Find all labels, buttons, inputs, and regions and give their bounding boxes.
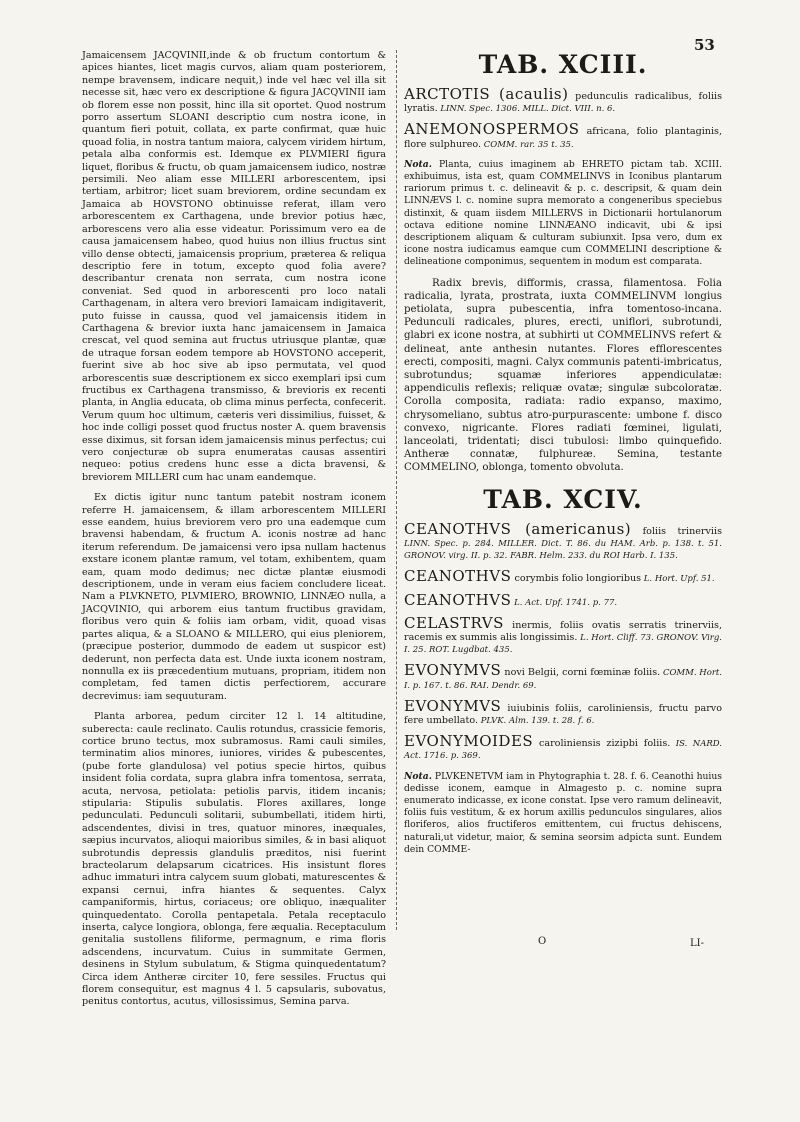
nota-xciii — [404, 159, 722, 269]
description-xciii: Radix brevis, difformis, crassa, filamentosa. Folia radicalia, lyrata, prostrata, iuxta COMMELINVM longius petiolata, supra pubescentia, infra tomentoso-incana. Pedunculi radicales, plures, erecti, uniflori, subrotundi, glabri ex icone nostra, at subhirti ut COMMELINVS refert & delineat, ante anthesin nutantes. Flores efflorescentes erecti, compositi, magni. Calyx communis patenti-imbricatus, subrotundus; squamæ inferiores appendiculatæ: appendiculis reflexis; reliquæ ovatæ; singulæ subcoloratæ. Corolla composita, radiata: radio expanso, maximo, chrysomeliano, subtus atro-purpurascente: umbone f. disco convexo, nigricante. Flores radiati fœminei, ligulati, lanceolati, tridentati; disci tubulosi: limbo quinquefido. Antheræ connatæ, fulphureæ. Semina, testante COMMELINO, oblonga, tomento obvoluta. — [404, 277, 722, 474]
entry-anemonospermos — [404, 120, 722, 150]
left-paragraph-3: Planta arborea, pedum circiter 12 l. 14 altitudine, suberecta: caule reclinato. Caulis rotundus, crassicie femoris, cortice bruno tectus, mox subramosus. Rami cauli similes, terminatim alios minores, iuniores, virides & pubescentes, (pube forte glandulosa) vel potius specie hirtos, quibus insident folia cordata, supra glabra infra tomentosa, serrata, acuta, nervosa, petiolata: petiolis parvis, itidem incanis; stipularia: Stipulis subulatis. Flores axillares, longe pedunculati. Pedunculi solitarii, subumbellati, itidem hirti, adscendentes, divisi in tres, quatuor minores, inæquales, sæpius incurvatos, alioqui maioribus similes, & in basi aliquot subrotundis depressis glandulis præditos, nisi fuerint bracteolarum delapsarum cicatrices. His insistunt flores adhuc immaturi intra calycem suum globati, maturescentes & expansi cernui, infra hiantes & sequentes. Calyx campaniformis, hirtus, coriaceus; ore obliquo, inæqualiter quinquedentato. Corolla pentapetala. Petala receptaculo inserta, calyce longiora, oblonga, fere æqualia. Receptaculum genitalia sustollens filiforme, permagnum, e rima floris adscendens, incurvatum. Cuius in summitate Germen, desinens in Stylum subulatum, & Stigma quinquedentatum? Circa idem Antheræ circiter 10, fere sessiles. Fructus qui florem consequitur, est magnus 4 l. 5 capsularis, subovatus, penitus contortus, acutus, villosissimus, Semina parva. — [82, 711, 386, 1008]
left-paragraph-2: Ex dictis igitur nunc tantum patebit nostram iconem referre H. jamaicensem, & illam arborescentem MILLERI esse eandem, huius breviorem vero pro una eademque cum bravensi habendam, & fructum A. iconis nostræ ad hanc iterum referendum. De jamaicensi vero ipsa nullam hactenus exstare iconem plantæ ramum, vel totam, exhibentem, quam eam, quam modo dedimus; nec dictæ plantæ eiusmodi descriptionem, unde in veram eius faciem concludere liceat. Nam a PLVKNETO, PLVMIERO, BROWNIO, LINNÆO nulla, a JACQVINIO, qui arborem eius tantum fructibus gravidam, floribus vero quin & foliis iam orbam, vidit, quoad visas partes aliqua, & a SLOANO & MILLERO, qui eius pleniorem, (præcipue posterior, dummodo de eadem ut suspicor est) dederunt, non perfecta data est. Unde iuxta iconem nostram, nonnulla ex iis præcedentium mutuans, propriam, itidem non completam, fed tamen dictis perfectiorem, accurare decrevimus: iam sequuturam. — [82, 492, 386, 702]
entry-name: EVONYMOIDES — [404, 732, 534, 751]
entry-evonymus-iuiubinis — [404, 696, 722, 727]
entry-text: foliis trinerviis — [631, 525, 722, 537]
entry-ref: IS. NARD. Act. 1716. p. 369. — [404, 739, 722, 762]
entry-ref: COMM. rar. 35 t. 35. — [481, 139, 574, 150]
entry-evonymoides — [404, 732, 722, 762]
entry-arctotis — [404, 85, 723, 115]
column-divider — [396, 50, 397, 930]
left-paragraph-1: Jamaicensem JACQVINII,inde & ob fructum contortum & apices hiantes, licet magis curvos, aliam quam posteriorem, nempe bravensem, indicare nequit,) inde vel hæc vel illa sit necesse sit, hæc vero ex descriptione & figura JACQVINII iam ob florem esse non possit, hinc illa sit oportet. Quod nostrum porro assertum SLOANI descriptio cum nostra icone, in quantum fieri potuit, collata, ex parte confirmat, quæ huic quoad folia, in nostra tantum maiora, calycem viridem hirtum, petala alba conformis est. Idemque ex PLVMIERI figura liquet, floribus & fructu, ob quam jamaicensem iudico, nostræ persimili. Neo aliam esse MILLERI arborescentem, ipsi tertiam, arbitror; licet suam breviorem, ordine secundam ex Jamaica ab HOVSTONO obtinuisse referat, illam vero arborescentem ex Carthagena, unde brevior potius hæc, arborescens vero alia esse videatur. Porissimum vero ea de causa jamaicensem habeo, quod huius non illius fructus sint villo dense obtecti, jamaicensis proprium, præterea & reliqua descriptio fere in totum, excepto quod folia avere? describantur crenata non serrata, cum nostra icone conveniat. Sed quod in arborescenti pro loco natali Carthagenam, in altera vero breviori Iamaicam indigitaverit, puto fuisse in caussa, quod vel jamaicensis itidem in Carthagena & brevior iuxta hanc jamaicensem in Jamaica crescat, vel quod semina aut fructus utriusque plantæ, quæ de utraque forsan eodem tempore ab HOVSTONO acceperit, fuerint sive ab hoc sive ab ipso permutata, vel quod arborescentis suæ descriptionem ex sicco exemplari ipsi cum fructibus ex Carthagena transmisso, & brevioris ex recenti planta, in Anglia educata, ob clima minus perfecta, confecerit. Verum quum hoc ultimum, cæteris veri dissimilius, fuisset, & hoc inde colligi posset quod fructus noster A. quem bravensis esse diximus, sit forsan idem jamaicensis minus perfectus; cui vero conjecturæ ob supra enumeratas causas assentiri nequeo: potius credens hunc esse a dicta bravensi, & breviorem MILLERI cum hac unam eandemque. — [82, 50, 386, 483]
entry-name: CEANOTHVS — [404, 567, 512, 586]
entry-ceanothus-act — [404, 590, 722, 609]
entry-text: corymbis folio longioribus — [511, 573, 642, 585]
page-number: 53 — [694, 36, 715, 54]
entry-name: CEANOTHVS (americanus) — [404, 519, 632, 538]
entry-ref: COMM. Hort. I. p. 167. t. 86. RAI. Dendr. 69. — [404, 668, 722, 691]
nota-label: Nota. — [404, 770, 432, 782]
entry-evonymus-belgii — [404, 661, 722, 691]
entry-text: iuiubinis foliis, caroliniensis, fructu parvo fere umbellato. — [404, 702, 722, 726]
entry-ref: LINN. Spec. 1306. MILL. Dict. VIII. n. 6. — [437, 104, 616, 115]
entry-name: CELASTRVS — [404, 613, 504, 632]
entry-ceanothus-corymbis — [404, 567, 722, 586]
entry-text: pedunculis radicalibus, foliis lyratis. — [404, 91, 723, 115]
entry-text: caroliniensis zizipbi foliis. — [533, 738, 671, 750]
entry-name: ARCTOTIS (acaulis) — [404, 85, 569, 103]
entry-ref: L. Hort. Cliff. 73. GRONOV. Virg. I. 25. ROT. Lugdbat. 435. — [404, 632, 723, 656]
entry-ref: L. Act. Upf. 1741. p. 77. — [511, 597, 618, 608]
nota-xciv — [404, 771, 722, 856]
right-column — [404, 50, 722, 864]
tab-title-xciii: TAB. XCIII. — [478, 50, 648, 79]
entry-text: africana, folio plantaginis, flore sulphureo. — [404, 126, 722, 150]
nota-text: Planta, cuius imaginem ab EHRETO pictam tab. XCIII. exhibuimus, ista est, quam COMMELINVS in Iconibus plantarum rariorum primus t. c. delineavit & p. c. descripsit, & quam dein LINNÆVS l. c. nomine supra memorato a congeneribus speciebus distinxit, & quam iisdem MILLERVS in Dictionarii hortulanorum octava editione nomine LINNÆANO indicavit, ubi & ipsi descriptionem aliquam & culturam subiunxit. Ipsa vero, dum ex icone nostra iudicamus eamque cum COMMELINI descriptione & delineatione componimus, sequentem in modum est comparata. — [404, 158, 723, 268]
entry-ceanothus-americanus — [404, 519, 722, 563]
entry-ref: PLVK. Alm. 139. t. 28. f. 6. — [478, 715, 595, 726]
entry-name: EVONYMVS — [404, 696, 502, 715]
entry-ref: LINN. Spec. p. 284. MILLER. Dict. T. 86. du HAM. Arb. p. 138. t. 51. GRONOV. virg. II. p. 32. FABR. Helm. 233. du ROI Harb. I. 135. — [404, 538, 722, 562]
entry-name: CEANOTHVS — [404, 590, 512, 609]
tab-title-xciv: TAB. XCIV. — [483, 484, 643, 514]
signature-mark: O — [538, 936, 547, 947]
entry-text: novi Belgii, corni fœminæ foliis. — [501, 667, 661, 679]
entry-name: EVONYMVS — [404, 661, 502, 680]
entry-celastrus — [404, 613, 723, 657]
entry-name: ANEMONOSPERMOS — [404, 120, 580, 139]
catchword: LI- — [690, 938, 704, 949]
entry-text: inermis, foliis ovatis serratis trinerviis, racemis ex summis alis longissimis. — [404, 619, 722, 643]
nota-text: PLVKENETVM iam in Phytographia t. 28. f. 6. Ceanothi huius dedisse iconem, eamque in Almagesto p. c. nomine supra enumerato indicasse, ex icone constat. Ipse vero ramum delineavit, foliis fuis vestitum, & ex horum axillis pedunculos singulares, alios floriferos, alios fructiferos emittentem, cui fructus dehiscens, naturali,ut videtur, maior, & semina seorsim adpicta sunt. Eundem dein COMME- — [404, 770, 722, 855]
nota-label: Nota. — [404, 158, 432, 170]
left-column — [82, 50, 386, 1017]
entry-ref: L. Hort. Upf. 51. — [641, 574, 715, 585]
